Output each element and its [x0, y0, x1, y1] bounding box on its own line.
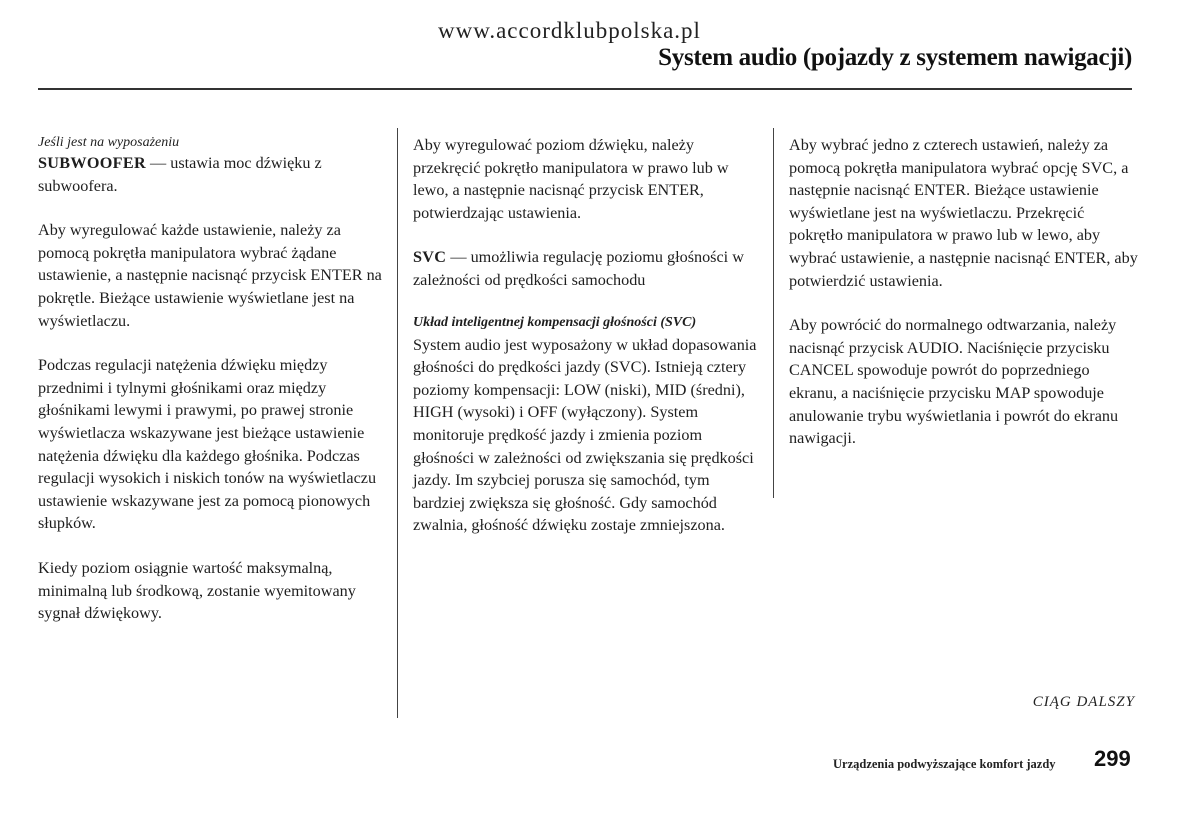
- column-3: [789, 134, 1139, 472]
- footer-section-title: Urządzenia podwyższające komfort jazdy: [833, 757, 1056, 771]
- continued-label: CIĄG DALSZY: [1032, 694, 1135, 710]
- subwoofer-paragraph: [38, 152, 384, 197]
- adjust-paragraph: Aby wyregulować każde ustawienie, należy za pomocą pokrętła manipulatora wybrać żądane ustawienie, a następnie nacisnąć przycisk ENTER na pokrętle. Bieżące ustawienie wyświetlane jest na wyświetlaczu.: [38, 221, 382, 330]
- svc-section-heading: Układ inteligentnej kompensacji głośności (SVC): [413, 314, 697, 330]
- page-title: System audio (pojazdy z systemem nawigacji): [658, 44, 1132, 71]
- svc-system-paragraph: System audio jest wyposażony w układ dopasowania głośności do prędkości jazdy (SVC). Istnieją cztery poziomy kompensacji: LOW (niski), MID (średni), HIGH (wysoki) i OFF (wyłączony). System monitoruje prędkość jazdy i zmienia poziom głośności w zależności od zwiększania się prędkości jazdy. Im szybciej porusza się samochód, tym bardziej zwiększa się głośność. Gdy samochód zwalnia, głośność dźwięku zostaje zmniejszona.: [413, 335, 757, 535]
- subwoofer-term: SUBWOOFER: [38, 154, 146, 172]
- site-url: www.accordklubpolska.pl: [438, 18, 701, 43]
- svc-term: SVC: [413, 248, 447, 267]
- availability-note: Jeśli jest na wyposażeniu: [38, 135, 180, 150]
- svc-paragraph: [413, 246, 763, 291]
- page-number: 299: [1094, 746, 1131, 771]
- balance-paragraph: Podczas regulacji natężenia dźwięku między przednimi i tylnymi głośnikami oraz między głośnikami lewymi i prawymi, po prawej stronie wyświetlacza wskazywane jest bieżące ustawienie natężenia dźwięku dla każdego głośnika. Podczas regulacji wysokich i niskich tonów na wyświetlaczu ustawienie wskazywane jest za pomocą pionowych słupków.: [38, 356, 377, 533]
- return-paragraph: Aby powrócić do normalnego odtwarzania, należy nacisnąć przycisk AUDIO. Naciśnięcie przycisku CANCEL spowoduje powrót do poprzedniego ekranu, a naciśnięcie przycisku MAP spowoduje anulowanie trybu wyświetlania i powrót do ekranu nawigacji.: [789, 316, 1119, 448]
- svc-description: — umożliwia regulację poziomu głośności w zależności od prędkości samochodu: [413, 248, 744, 289]
- limit-paragraph: Kiedy poziom osiągnie wartość maksymalną, minimalną lub środkową, zostanie wyemitowany sygnał dźwiękowy.: [38, 558, 356, 623]
- column-1: [38, 134, 384, 647]
- column-divider-2: [773, 128, 774, 498]
- header-rule: [38, 88, 1132, 90]
- level-paragraph: Aby wyregulować poziom dźwięku, należy przekręcić pokrętło manipulatora w prawo lub w lewo, a następnie nacisnąć przycisk ENTER, potwierdzając ustawienia.: [413, 136, 729, 222]
- column-2: [413, 134, 763, 559]
- subwoofer-description: — ustawia moc dźwięku z subwoofera.: [38, 154, 322, 195]
- column-divider-1: [397, 128, 398, 718]
- select-paragraph: Aby wybrać jedno z czterech ustawień, należy za pomocą pokrętła manipulatora wybrać opcję SVC, a następnie nacisnąć ENTER. Bieżące ustawienie wyświetlane jest na wyświetlaczu. Przekręcić pokrętło manipulatora w prawo lub w lewo, aby wybrać ustawienie, a następnie nacisnąć ENTER, aby potwierdzić ustawienia.: [789, 136, 1138, 290]
